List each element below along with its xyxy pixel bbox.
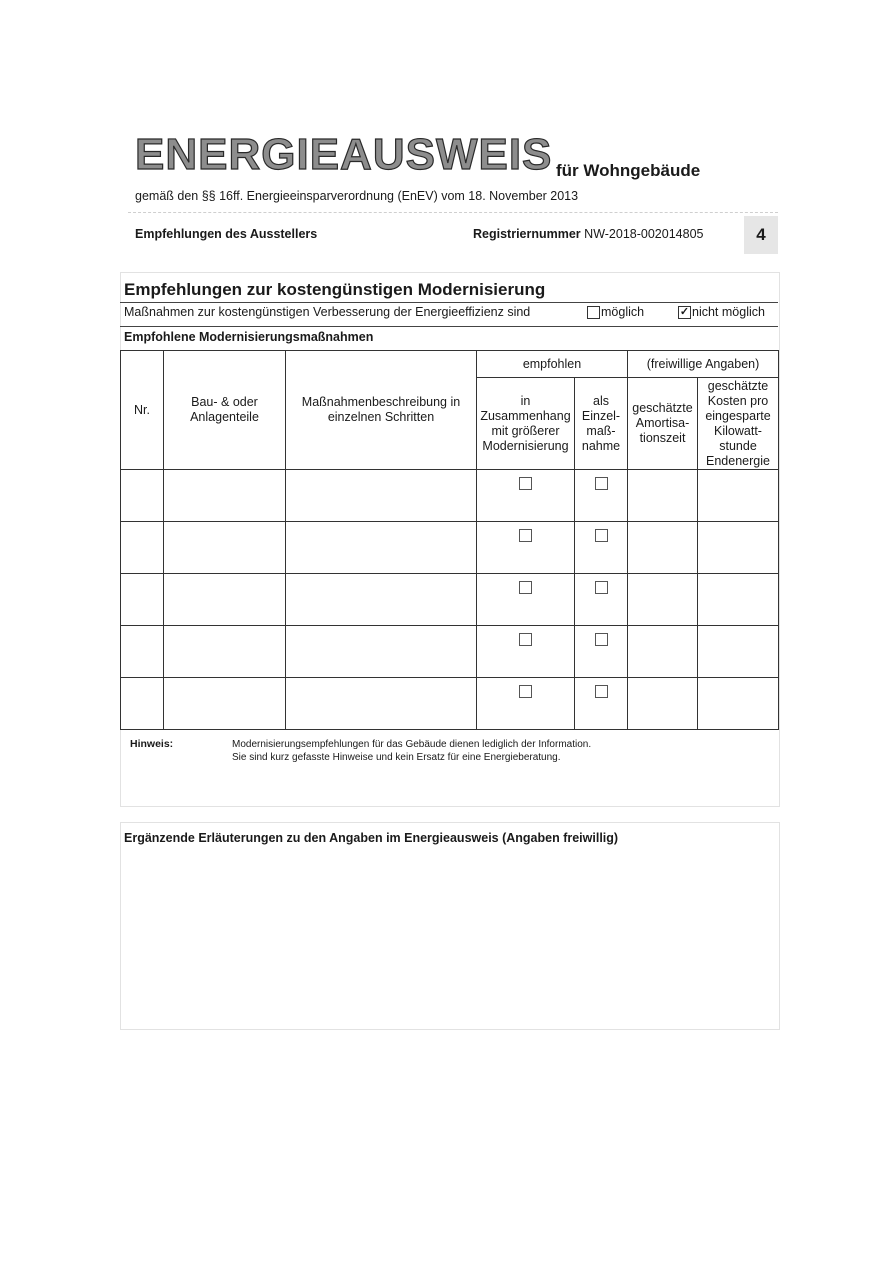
checkbox-possible[interactable] — [587, 306, 600, 319]
divider — [120, 302, 778, 303]
cell-description — [286, 522, 477, 574]
cell-description — [286, 574, 477, 626]
group-header-voluntary: (freiwillige Angaben) — [628, 351, 779, 378]
cell-description — [286, 626, 477, 678]
measures-heading: Empfohlene Modernisierungsmaßnahmen — [124, 330, 374, 344]
cell-single — [575, 522, 628, 574]
cell-in-context — [477, 574, 575, 626]
cell-single — [575, 626, 628, 678]
cell-amortization — [628, 678, 698, 730]
cell-single — [575, 470, 628, 522]
col-header-amortization: geschätzte Amortisa- tionszeit — [628, 378, 698, 470]
col-header-in-context: in Zusammenhang mit größerer Modernisierung — [477, 378, 575, 470]
registration-value: NW-2018-002014805 — [584, 227, 704, 241]
cell-single — [575, 678, 628, 730]
cell-description — [286, 470, 477, 522]
col-header-nr: Nr. — [121, 351, 164, 470]
supplementary-heading: Ergänzende Erläuterungen zu den Angaben im Energieausweis (Angaben freiwillig) — [124, 831, 619, 845]
cell-description — [286, 678, 477, 730]
option-possible-label: möglich — [601, 305, 645, 319]
legal-basis: gemäß den §§ 16ff. Energieeinsparverordnung (EnEV) vom 18. November 2013 — [135, 189, 579, 203]
cell-parts — [164, 626, 286, 678]
table-row — [121, 626, 779, 678]
hint-line: Sie sind kurz gefasste Hinweise und kein Ersatz für eine Energieberatung. — [232, 752, 561, 763]
cell-nr — [121, 574, 164, 626]
cell-amortization — [628, 626, 698, 678]
hint-label: Hinweis: — [130, 738, 174, 750]
checkbox-single[interactable] — [595, 685, 608, 698]
cell-cost — [698, 522, 779, 574]
checkbox-single[interactable] — [595, 529, 608, 542]
cell-in-context — [477, 470, 575, 522]
cell-nr — [121, 626, 164, 678]
group-header-recommended: empfohlen — [477, 351, 628, 378]
cell-parts — [164, 678, 286, 730]
checkbox-single[interactable] — [595, 477, 608, 490]
col-header-description: Maßnahmenbeschreibung in einzelnen Schritten — [286, 351, 477, 470]
checkbox-in-context[interactable] — [519, 477, 532, 490]
cell-in-context — [477, 626, 575, 678]
cell-nr — [121, 678, 164, 730]
document-subtitle: für Wohngebäude — [556, 161, 701, 180]
checkbox-single[interactable] — [595, 581, 608, 594]
table-row — [121, 522, 779, 574]
hint-line: Modernisierungsempfehlungen für das Gebäude dienen lediglich der Information. — [232, 739, 592, 750]
cell-amortization — [628, 470, 698, 522]
recommendations-heading: Empfehlungen zur kostengünstigen Modernisierung — [124, 280, 546, 299]
cell-parts — [164, 470, 286, 522]
cell-in-context — [477, 678, 575, 730]
table-row — [121, 574, 779, 626]
divider — [120, 326, 778, 327]
cell-cost — [698, 574, 779, 626]
cell-parts — [164, 574, 286, 626]
registration-number — [473, 227, 703, 241]
cell-cost — [698, 626, 779, 678]
checkbox-single[interactable] — [595, 633, 608, 646]
issuer-section-label: Empfehlungen des Ausstellers — [135, 227, 318, 241]
cell-cost — [698, 470, 779, 522]
cell-in-context — [477, 522, 575, 574]
col-header-parts: Bau- & oder Anlagenteile — [164, 351, 286, 470]
col-header-single: als Einzel- maß- nahme — [575, 378, 628, 470]
registration-label: Registriernummer — [473, 227, 581, 241]
document-title: ENERGIEAUSWEIS — [135, 130, 553, 179]
table-row — [121, 470, 779, 522]
page-number: 4 — [744, 216, 778, 254]
option-not-possible-label: nicht möglich — [692, 305, 765, 319]
header-divider — [128, 212, 778, 213]
hint-text — [232, 738, 591, 764]
checkbox-in-context[interactable] — [519, 529, 532, 542]
supplementary-section — [120, 822, 780, 1030]
cell-amortization — [628, 574, 698, 626]
checkbox-in-context[interactable] — [519, 685, 532, 698]
checkbox-in-context[interactable] — [519, 581, 532, 594]
col-header-cost: geschätzte Kosten pro eingesparte Kilowatt- stunde Endenergie — [698, 378, 779, 470]
cell-amortization — [628, 522, 698, 574]
checkbox-in-context[interactable] — [519, 633, 532, 646]
cell-cost — [698, 678, 779, 730]
feasibility-statement: Maßnahmen zur kostengünstigen Verbesserung der Energieeffizienz sind — [124, 305, 531, 319]
measures-table — [120, 350, 779, 730]
cell-single — [575, 574, 628, 626]
checkbox-not-possible[interactable]: ✓ — [679, 306, 690, 318]
cell-nr — [121, 470, 164, 522]
cell-parts — [164, 522, 286, 574]
cell-nr — [121, 522, 164, 574]
table-row — [121, 678, 779, 730]
